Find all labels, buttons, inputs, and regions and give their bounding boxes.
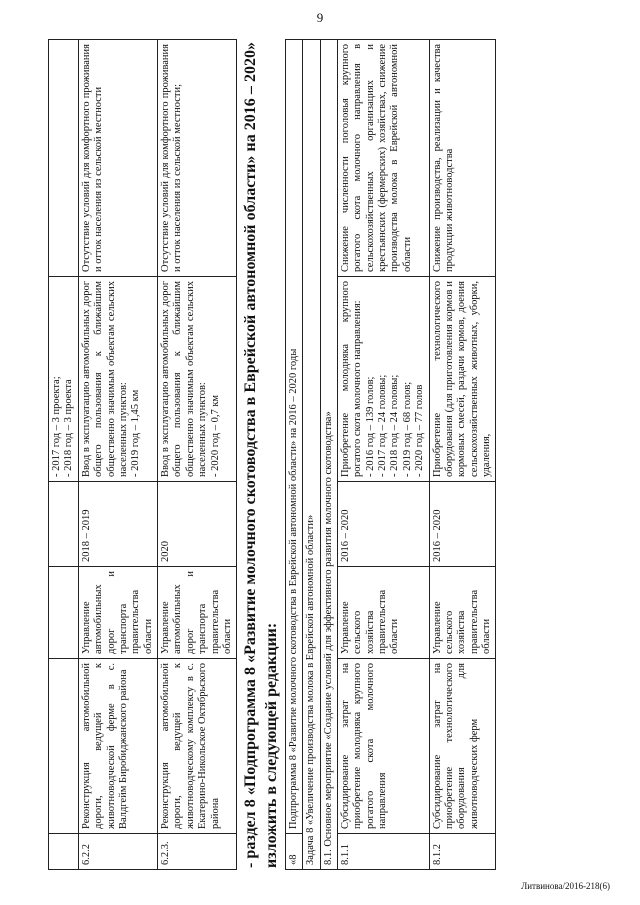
result-line: - 2018 год – 3 проекта	[63, 379, 75, 477]
result-line: - 2019 год – 1,45 км	[130, 389, 142, 477]
result-line: Ввод в эксплуатацию автомобильных дорог общего пользования к ближайшим общественно значимым объектам сельских населенных пунктов:	[80, 281, 129, 477]
consequence-cell: Отсутствие условий для комфортного проживания и отток населения из сельской местности;	[158, 40, 237, 277]
consequence-cell: Отсутствие условий для комфортного проживания и отток населения из сельской местности	[78, 40, 157, 277]
row-number: 6.2.2	[78, 834, 157, 870]
result-line: Приобретение молодняка крупного рогатого скота молочного направления:	[339, 281, 364, 477]
result-cell	[337, 277, 429, 482]
executor-cell	[49, 567, 79, 659]
period-cell: 2020	[158, 482, 237, 567]
period-cell: 2018 – 2019	[78, 482, 157, 567]
result-cell	[429, 277, 496, 482]
table-top	[48, 39, 237, 870]
table-row	[429, 39, 496, 869]
period-cell	[49, 482, 79, 567]
document-code: Литвинова/2016-218(6)	[521, 881, 610, 891]
result-cell	[49, 277, 79, 482]
executor-cell: Управление автомобильных дорог и транспорта правительства области	[158, 567, 237, 659]
result-line: Приобретение технологического оборудования (для приготовления кормов и кормовых смесей, раздачи кормов, доения сельскохозяйственных животных, уборки, удаления,	[431, 281, 493, 477]
executor-cell: Управление автомобильных дорог и транспорта правительства области	[78, 567, 157, 659]
result-line: - 2020 год – 77 голов	[414, 384, 426, 477]
consequence-cell	[49, 40, 79, 277]
event-cell: Субсидирование затрат на приобретение молодняка крупного рогатого скота молочного направления	[337, 659, 429, 834]
event-cell: Субсидирование затрат на приобретение технологического оборудования для животноводческих ферм	[429, 659, 496, 834]
executor-cell: Управление сельского хозяйства правительства области	[337, 567, 429, 659]
row-number	[49, 834, 79, 870]
rotated-landscape-content	[48, 40, 608, 870]
result-line: - 2019 год – 68 голов;	[401, 381, 413, 477]
result-line: - 2018 год – 24 головы;	[389, 374, 401, 477]
event-cell	[49, 659, 79, 834]
event-cell: Реконструкция автомобильной дороги, ведущей к животноводческому комплексу в с. Екатерино-Никольское Октябрьского района	[158, 659, 237, 834]
table-row	[158, 40, 237, 870]
consequence-cell: Снижение численности поголовья крупного рогатого скота молочного направления в сельскохозяйственных организациях и крестьянских (фермерских) хозяйствах, снижение производства молока в Еврейской автономной области	[337, 39, 429, 276]
measure-title: 8.1. Основное мероприятие «Создание условий для эффективного развития молочного скотоводства»	[320, 39, 337, 869]
section-heading: - раздел 8 «Подпрограмма 8 «Развитие молочного скотоводства в Еврейской автономной области» на 2016 – 2020» изложить в следующей редакции:	[242, 42, 281, 868]
row-number: 8.1.2	[429, 834, 496, 870]
event-cell: Реконструкция автомобильной дороги, ведущей к животноводческой ферме в с. Валдгейм Биробиджанского района	[78, 659, 157, 834]
page-number: 9	[316, 10, 324, 25]
table-row	[49, 40, 79, 870]
result-line: Ввод в эксплуатацию автомобильных дорог общего пользования к ближайшим общественно значимым объектам сельских населенных пунктов:	[160, 281, 209, 477]
row-number: 8.1.1	[337, 834, 429, 870]
period-cell: 2016 – 2020	[337, 482, 429, 567]
measure-row	[320, 39, 337, 869]
subprogram-number: «8	[285, 834, 302, 870]
executor-cell: Управление сельского хозяйства правительства области	[429, 567, 496, 659]
period-cell: 2016 – 2020	[429, 482, 496, 567]
task-title: Задача 8 «Увеличение производства молока в Еврейской автономной области»	[303, 39, 320, 869]
table-bottom	[285, 39, 497, 870]
result-line: - 2016 год – 139 голов;	[364, 376, 376, 477]
consequence-cell: Снижение производства, реализации и качества продукции животноводства	[429, 39, 496, 276]
subprogram-row	[285, 39, 302, 869]
result-line: - 2017 год – 3 проекта;	[51, 376, 62, 477]
table-row	[78, 40, 157, 870]
result-cell	[78, 277, 157, 482]
subprogram-title: Подпрограмма 8 «Развитие молочного скотоводства в Еврейской автономной области» на 2016 – 2020 годы	[285, 39, 302, 833]
result-line: - 2020 год – 0,7 км	[209, 394, 221, 477]
result-cell	[158, 277, 237, 482]
task-row	[303, 39, 320, 869]
result-line: - 2017 год – 24 головы;	[377, 374, 389, 477]
row-number: 6.2.3.	[158, 834, 237, 870]
table-row	[337, 39, 429, 869]
